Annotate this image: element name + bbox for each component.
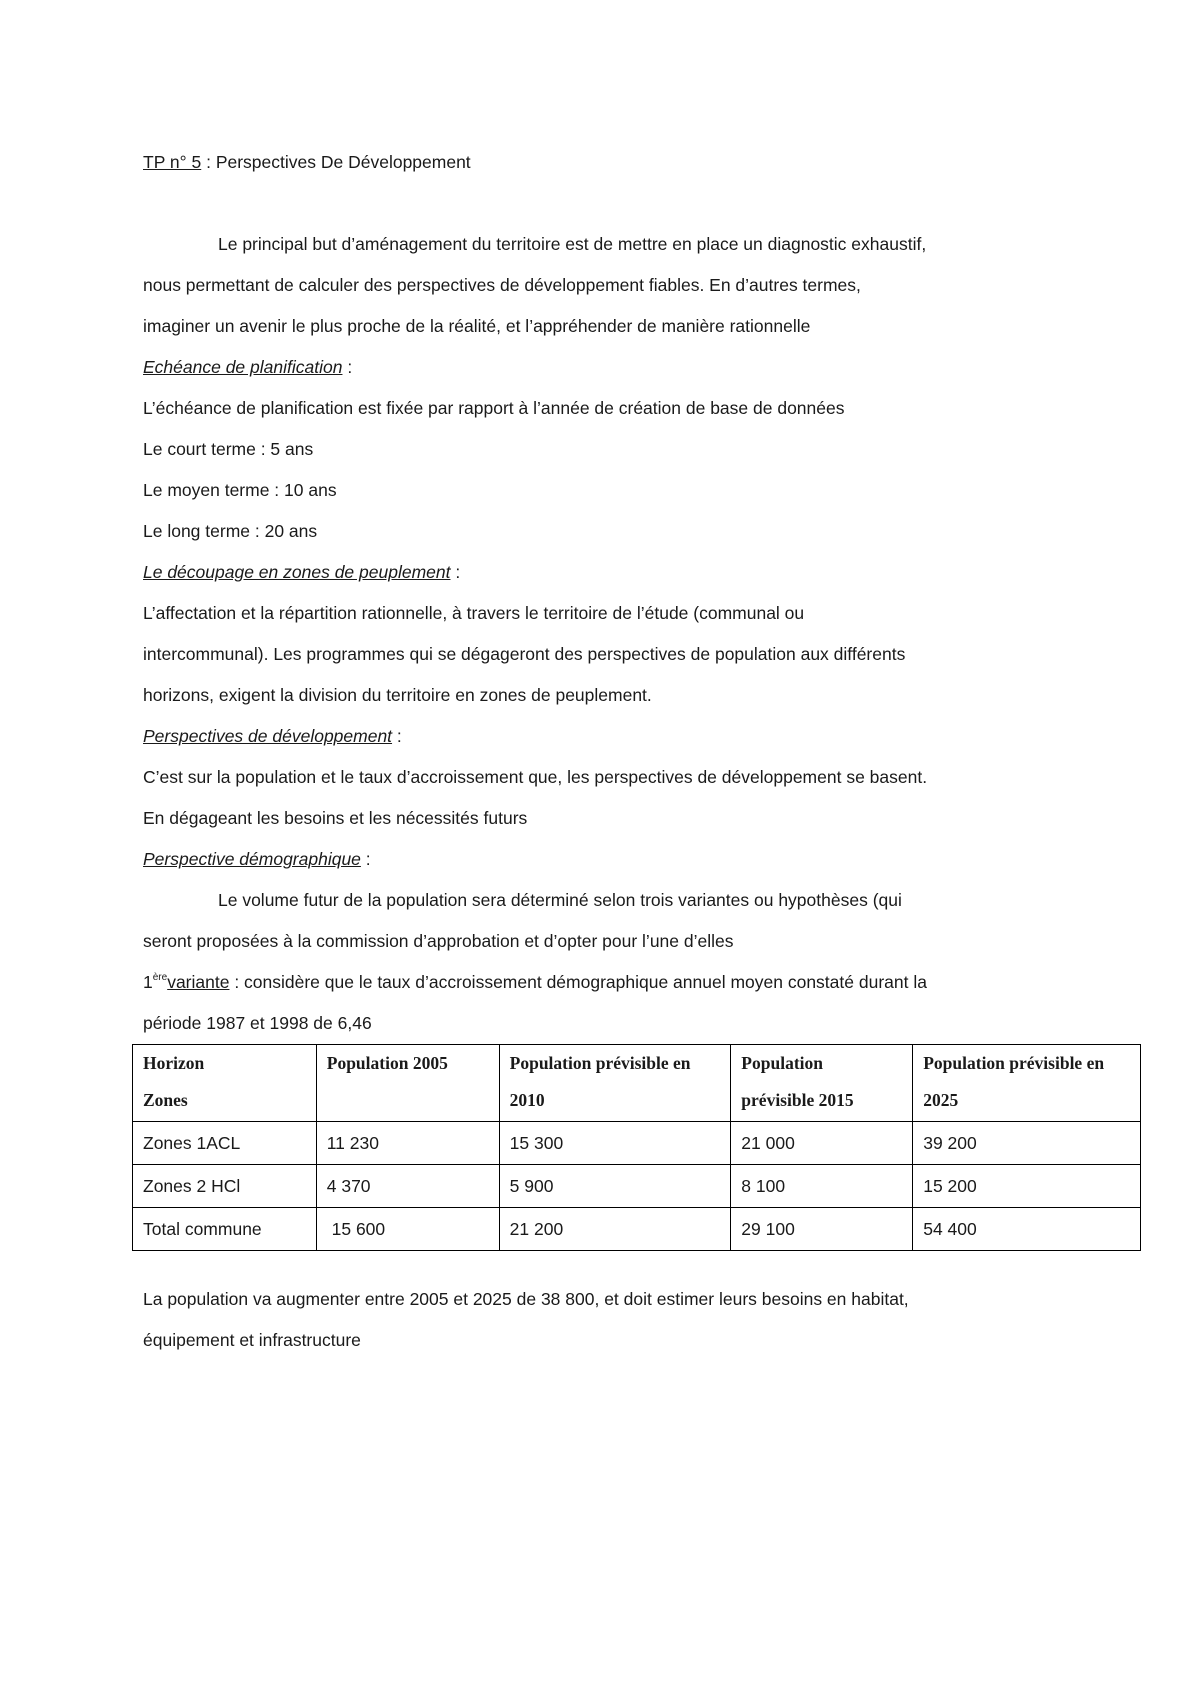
- header-text: prévisible 2015: [741, 1090, 854, 1110]
- table-cell: 29 100: [731, 1208, 913, 1251]
- echeance-heading-text: Echéance de planification: [143, 357, 343, 377]
- table-row: [133, 1122, 1141, 1165]
- title-label: TP n° 5: [143, 152, 202, 172]
- header-text: Population prévisible en: [923, 1053, 1105, 1073]
- table-row: [133, 1165, 1141, 1208]
- table-cell: Total commune: [133, 1208, 317, 1251]
- header-text: 2010: [509, 1090, 545, 1110]
- perspectives-heading: [143, 716, 1143, 757]
- variante-superscript: ère: [152, 972, 168, 983]
- table-cell: 15 200: [913, 1165, 1141, 1208]
- header-population-2015: [731, 1045, 913, 1122]
- table-cell: 39 200: [913, 1122, 1141, 1165]
- header-text: Horizon: [143, 1053, 205, 1073]
- echeance-heading-colon: :: [342, 357, 353, 377]
- demographique-line-2: seront proposées à la commission d’approbation et d’opter pour l’une d’elles: [143, 931, 734, 951]
- decoupage-heading-colon: :: [450, 562, 461, 582]
- intro-line-1: Le principal but d’aménagement du territoire est de mettre en place un diagnostic exhaustif,: [218, 234, 927, 254]
- intro-line-2: nous permettant de calculer des perspectives de développement fiables. En d’autres termes,: [143, 275, 861, 295]
- perspectives-line-2: En dégageant les besoins et les nécessités futurs: [143, 808, 528, 828]
- table-header-row: [133, 1045, 1141, 1122]
- table-cell: 54 400: [913, 1208, 1141, 1251]
- intro-line-3: imaginer un avenir le plus proche de la réalité, et l’appréhender de manière rationnelle: [143, 316, 811, 336]
- court-terme: Le court terme : 5 ans: [143, 439, 314, 459]
- table-cell: 4 370: [316, 1165, 499, 1208]
- demographique-line-1: Le volume futur de la population sera déterminé selon trois variantes ou hypothèses (qui: [218, 890, 902, 910]
- variante-number: 1: [143, 972, 153, 992]
- conclusion-line-1: La population va augmenter entre 2005 et 2025 de 38 800, et doit estimer leurs besoins en habitat,: [143, 1289, 909, 1309]
- perspectives-heading-colon: :: [392, 726, 402, 746]
- header-text: 2025: [923, 1090, 959, 1110]
- table-cell: 15 600: [316, 1208, 499, 1251]
- document-page: [143, 142, 1143, 1361]
- decoupage-line-3: horizons, exigent la division du territoire en zones de peuplement.: [143, 685, 652, 705]
- table-cell: 15 300: [499, 1122, 731, 1165]
- header-text: Population 2005: [326, 1053, 448, 1073]
- long-terme: Le long terme : 20 ans: [143, 521, 318, 541]
- echeance-text: L’échéance de planification est fixée par rapport à l’année de création de base de données: [143, 398, 845, 418]
- table-cell: 11 230: [316, 1122, 499, 1165]
- conclusion-line-2: équipement et infrastructure: [143, 1330, 361, 1350]
- decoupage-line-2: intercommunal). Les programmes qui se dégageront des perspectives de population aux différents: [143, 644, 906, 664]
- decoupage-heading: [143, 552, 1143, 593]
- table-cell: Zones 2 HCl: [133, 1165, 317, 1208]
- moyen-terme: Le moyen terme : 10 ans: [143, 480, 337, 500]
- header-text: Population: [741, 1053, 823, 1073]
- spacer: [143, 183, 1143, 224]
- demographique-heading-colon: :: [360, 849, 371, 869]
- header-population-2010: [499, 1045, 731, 1122]
- table-cell: 5 900: [499, 1165, 731, 1208]
- header-population-2025: [913, 1045, 1141, 1122]
- header-text: Population prévisible en: [509, 1053, 691, 1073]
- decoupage-line-1: L’affectation et la répartition rationnelle, à travers le territoire de l’étude (communal ou: [143, 603, 805, 623]
- table-cell: Zones 1ACL: [133, 1122, 317, 1165]
- demographique-heading: [143, 839, 1143, 880]
- document-title: [143, 142, 1143, 183]
- header-text: Zones: [143, 1090, 188, 1110]
- demographique-heading-text: Perspective démographique: [143, 849, 361, 869]
- variante-label: variante: [167, 972, 230, 992]
- population-table: [132, 1044, 1141, 1251]
- title-text: : Perspectives De Développement: [201, 152, 471, 172]
- decoupage-heading-text: Le découpage en zones de peuplement: [143, 562, 451, 582]
- table-cell: 21 000: [731, 1122, 913, 1165]
- demographique-line-4: période 1987 et 1998 de 6,46: [143, 1013, 372, 1033]
- variante-line: [143, 962, 1143, 1003]
- table-row: [133, 1208, 1141, 1251]
- variante-text: : considère que le taux d’accroissement démographique annuel moyen constaté durant la: [229, 972, 927, 992]
- echeance-heading: [143, 347, 1143, 388]
- table-cell: 21 200: [499, 1208, 731, 1251]
- header-horizon-zones: [133, 1045, 317, 1122]
- perspectives-heading-text: Perspectives de développement: [143, 726, 393, 746]
- perspectives-line-1: C’est sur la population et le taux d’accroissement que, les perspectives de développement se basent.: [143, 767, 928, 787]
- header-population-2005: [316, 1045, 499, 1122]
- table-cell: 8 100: [731, 1165, 913, 1208]
